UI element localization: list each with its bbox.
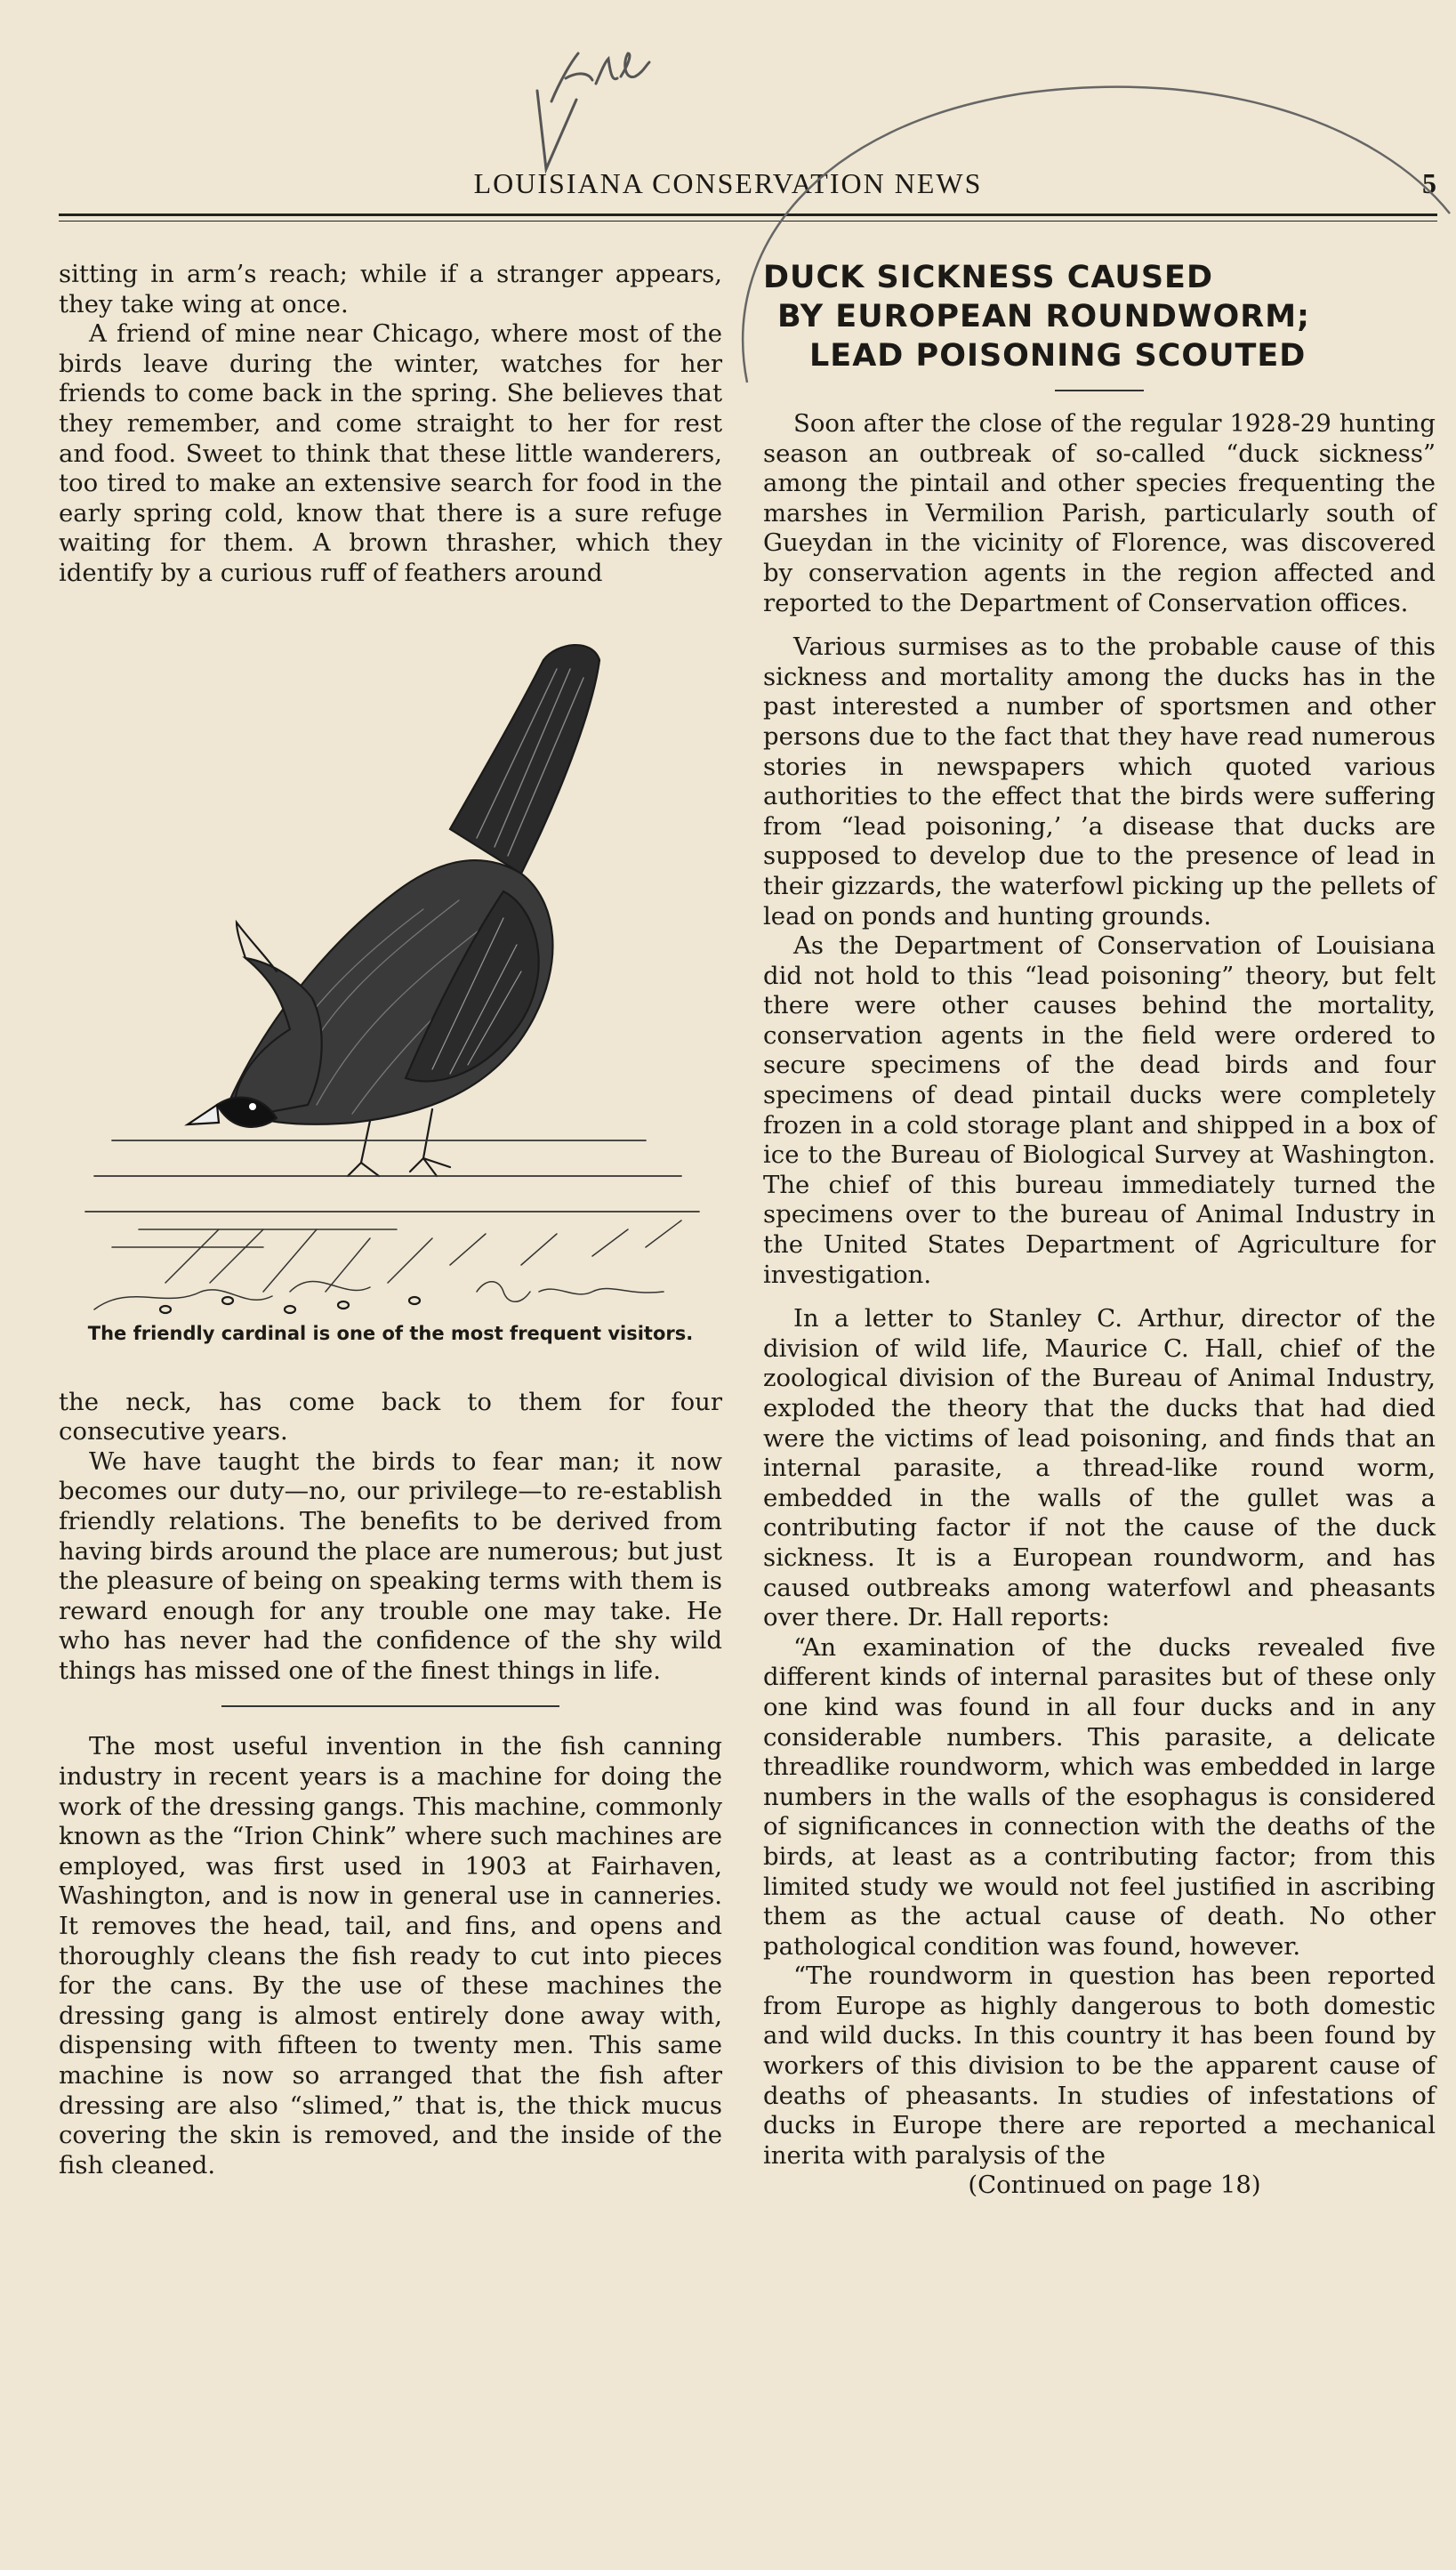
- page-header-title: LOUISIANA CONSERVATION NEWS: [473, 167, 983, 199]
- headline-divider: [1055, 390, 1144, 391]
- left-paragraph: We have taught the birds to fear man; it now becomes our duty—no, our privilege—to re-establish friendly relations. The benefits to be derived from having birds around the place are numerous; but just the pleasure of being on speaking terms with them is reward enough for any trouble one may take. He who has never had the confidence of the shy wild things has missed one of the finest things in life.: [59, 1446, 722, 1685]
- left-paragraph: the neck, has come back to them for four consecutive years.: [59, 1387, 722, 1446]
- handwritten-file-mark: [551, 53, 649, 101]
- section-divider: [221, 1705, 559, 1707]
- figure-caption: The friendly cardinal is one of the most frequent visitors.: [87, 1322, 694, 1344]
- header-rule: [59, 213, 1437, 216]
- cardinal-drawing: [59, 607, 722, 1318]
- headline-line: LEAD POISONING SCOUTED: [809, 338, 1307, 374]
- continued-note: (Continued on page 18): [968, 2171, 1261, 2200]
- left-paragraph: A friend of mine near Chicago, where most of the birds leave during the winter, watches for her friends to come back in the spring. She believes that they remember, and come straight to her for rest and food. Sweet to think that these little wanderers, too tired to make an extensive search for food in the early spring cold, know that there is a sure refuge waiting for them. A brown thrasher, which they identify by a curious ruff of feathers around: [59, 319, 722, 587]
- article-paragraph: Various surmises as to the probable cause of this sickness and mortality among the ducks has in the past interested a number of sportsmen and other persons due to the fact that they have read numerous stories in newspapers which quoted various authorities to the effect that the birds were suffering from “lead poisoning,’ ’a disease that ducks are supposed to develop due to the presence of lead in their gizzards, the waterfowl picking up the pellets of lead on ponds and hunting grounds.: [763, 632, 1436, 931]
- left-paragraph: sitting in arm’s reach; while if a stranger appears, they take wing at once.: [59, 260, 722, 318]
- article-paragraph: “The roundworm in question has been reported from Europe as highly dangerous to both domestic and wild ducks. In this country it has been found by workers of this division to be the apparent cause of deaths of pheasants. In studies of infestations of ducks in Europe there are reported a mechanical inerita with paralysis of the: [763, 1962, 1436, 2170]
- headline-line: DUCK SICKNESS CAUSED: [763, 260, 1214, 295]
- cardinal-illustration: [59, 607, 722, 1381]
- article-paragraph: “An examination of the ducks revealed five different kinds of internal parasites but of these only one kind was found in all four ducks and in any considerable numbers. This parasite, a delicate threadlike roundworm, which was embedded in large numbers in the walls of the esophagus is considered of significances in connection with the deaths of the birds, at least as a contributing factor; from this limited study we would not feel justified in ascribing them as the actual cause of death. No other pathological condition was found, however.: [763, 1632, 1436, 1961]
- right-column: [763, 260, 1436, 2201]
- article-headline: [763, 258, 1436, 375]
- left-column: [59, 260, 722, 2180]
- article-paragraph: As the Department of Conservation of Louisiana did not hold to this “lead poisoning” theory, but felt there were other causes behind the mortality, conservation agents in the field were ordered to secure specimens of the dead birds and four specimens of dead pintail ducks were completely frozen in a cold storage plant and shipped in a box of ice to the Bureau of Biological Survey at Washington. The chief of this bureau immediately turned the specimens over to the bureau of Animal Industry in the United States Department of Agriculture for investigation.: [763, 931, 1436, 1289]
- header-rule-thin: [59, 221, 1437, 222]
- page-number: 5: [1422, 167, 1436, 199]
- fish-canning-paragraph: The most useful invention in the fish canning industry in recent years is a machine for doing the work of the dressing gangs. This machine, commonly known as the “Irion Chink” where such machines are employed, was first used in 1903 at Fairhaven, Washington, and is now in general use in canneries. It removes the head, tail, and fins, and opens and thoroughly cleans the fish ready to cut into pieces for the cans. By the use of these machines the dressing gang is almost entirely done away with, dispensing with fifteen to twenty men. This same machine is now so arranged that the fish after dressing are also “slimed,” that is, the thick mucus covering the skin is removed, and the inside of the fish cleaned.: [59, 1732, 722, 2179]
- headline-line: BY EUROPEAN ROUNDWORM;: [777, 299, 1311, 334]
- article-paragraph: Soon after the close of the regular 1928-29 hunting season an outbreak of so-called “duck sickness” among the pintail and other species frequenting the marshes in Vermilion Parish, particularly south of Gueydan in the vicinity of Florence, was discovered by conservation agents in the region affected and reported to the Department of Conservation offices.: [763, 409, 1436, 617]
- article-paragraph: In a letter to Stanley C. Arthur, director of the division of wild life, Maurice C. Hall, chief of the zoological division of the Bureau of Animal Industry, exploded the theory that the ducks that had died were the victims of lead poisoning, and finds that an internal parasite, a thread-like round worm, embedded in the walls of the gullet was a contributing factor if not the cause of the duck sickness. It is a European roundworm, and has caused outbreaks among waterfowl and pheasants over there. Dr. Hall reports:: [763, 1304, 1436, 1632]
